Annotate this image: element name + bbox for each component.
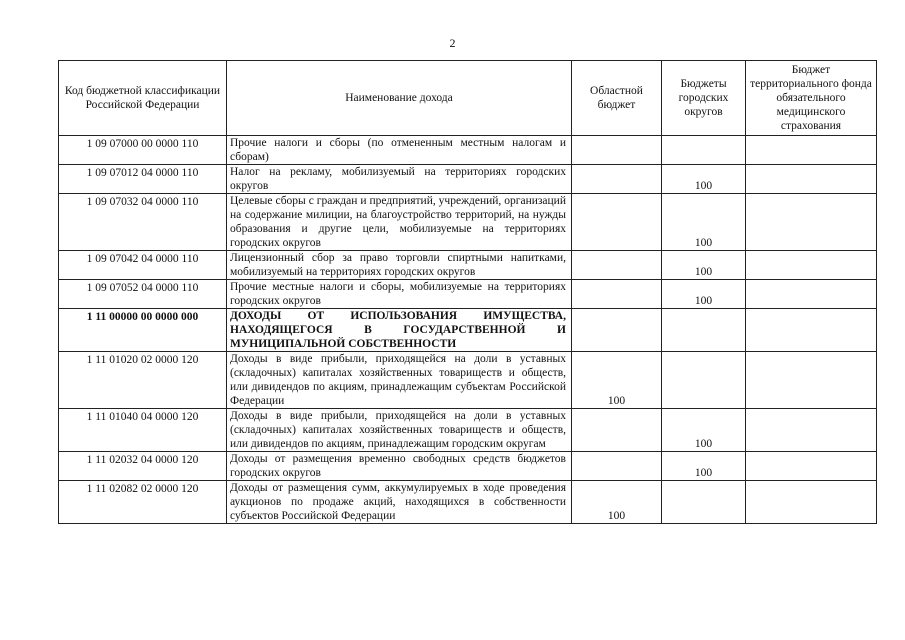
header-row bbox=[59, 61, 877, 136]
row-code: 1 09 07042 04 0000 110 bbox=[59, 251, 227, 280]
page-number: 2 bbox=[449, 36, 456, 50]
row-code: 1 11 02082 02 0000 120 bbox=[59, 481, 227, 524]
header-city-budgets: Бюджеты городских округов bbox=[662, 61, 746, 136]
row-regional-value: 100 bbox=[572, 481, 662, 524]
table-row bbox=[59, 352, 877, 409]
row-name: Налог на рекламу, мобилизуемый на территориях городских округов bbox=[227, 165, 572, 194]
row-fund-value bbox=[746, 409, 877, 452]
row-city-value: 100 bbox=[662, 165, 746, 194]
row-fund-value bbox=[746, 165, 877, 194]
row-fund-value bbox=[746, 194, 877, 251]
row-code: 1 09 07052 04 0000 110 bbox=[59, 280, 227, 309]
table-row bbox=[59, 409, 877, 452]
row-city-value bbox=[662, 136, 746, 165]
table-row bbox=[59, 194, 877, 251]
row-fund-value bbox=[746, 280, 877, 309]
table-row bbox=[59, 136, 877, 165]
row-name: Доходы в виде прибыли, приходящейся на доли в уставных (складочных) капиталах хозяйственных товариществ и обществ, или дивидендов по акциям, принадлежащим городским округам bbox=[227, 409, 572, 452]
row-city-value: 100 bbox=[662, 409, 746, 452]
table-row bbox=[59, 280, 877, 309]
row-code: 1 11 02032 04 0000 120 bbox=[59, 452, 227, 481]
row-name: Доходы в виде прибыли, приходящейся на доли в уставных (складочных) капиталах хозяйственных товариществ и обществ, или дивидендов по акциям, принадлежащим субъектам Российской Федерации bbox=[227, 352, 572, 409]
revenue-table bbox=[58, 60, 877, 524]
row-name: Лицензионный сбор за право торговли спиртными напитками, мобилизуемый на территориях городских округов bbox=[227, 251, 572, 280]
row-regional-value bbox=[572, 280, 662, 309]
row-code: 1 09 07012 04 0000 110 bbox=[59, 165, 227, 194]
table-body bbox=[59, 136, 877, 524]
row-code: 1 11 00000 00 0000 000 bbox=[59, 309, 227, 352]
header-regional-budget: Областной бюджет bbox=[572, 61, 662, 136]
row-regional-value bbox=[572, 409, 662, 452]
row-name: Прочие местные налоги и сборы, мобилизуемые на территориях городских округов bbox=[227, 280, 572, 309]
row-fund-value bbox=[746, 309, 877, 352]
row-name: ДОХОДЫ ОТ ИСПОЛЬЗОВАНИЯ ИМУЩЕСТВА, НАХОДЯЩЕГОСЯ В ГОСУДАРСТВЕННОЙ И МУНИЦИПАЛЬНОЙ СОБСТВЕННОСТИ bbox=[227, 309, 572, 352]
row-regional-value bbox=[572, 251, 662, 280]
row-code: 1 11 01040 04 0000 120 bbox=[59, 409, 227, 452]
row-city-value: 100 bbox=[662, 452, 746, 481]
row-city-value: 100 bbox=[662, 280, 746, 309]
header-code: Код бюджетной классификации Российской Федерации bbox=[59, 61, 227, 136]
row-regional-value bbox=[572, 136, 662, 165]
row-name: Доходы от размещения временно свободных средств бюджетов городских округов bbox=[227, 452, 572, 481]
row-fund-value bbox=[746, 251, 877, 280]
table-row bbox=[59, 251, 877, 280]
row-city-value: 100 bbox=[662, 194, 746, 251]
row-fund-value bbox=[746, 481, 877, 524]
row-fund-value bbox=[746, 136, 877, 165]
row-name: Доходы от размещения сумм, аккумулируемых в ходе проведения аукционов по продаже акций, находящихся в собственности субъектов Российской Федерации bbox=[227, 481, 572, 524]
row-regional-value bbox=[572, 309, 662, 352]
row-fund-value bbox=[746, 452, 877, 481]
row-regional-value bbox=[572, 452, 662, 481]
table-row bbox=[59, 309, 877, 352]
row-city-value bbox=[662, 309, 746, 352]
row-city-value bbox=[662, 481, 746, 524]
header-name: Наименование дохода bbox=[227, 61, 572, 136]
row-city-value bbox=[662, 352, 746, 409]
table-row bbox=[59, 481, 877, 524]
row-regional-value bbox=[572, 194, 662, 251]
header-medical-fund: Бюджет территориального фонда обязательного медицинского страхования bbox=[746, 61, 877, 136]
table-row bbox=[59, 452, 877, 481]
row-name: Целевые сборы с граждан и предприятий, учреждений, организаций на содержание милиции, на благоустройство территорий, на нужды образования и другие цели, мобилизуемые на территориях городских округов bbox=[227, 194, 572, 251]
row-city-value: 100 bbox=[662, 251, 746, 280]
table-row bbox=[59, 165, 877, 194]
row-fund-value bbox=[746, 352, 877, 409]
row-code: 1 11 01020 02 0000 120 bbox=[59, 352, 227, 409]
row-name: Прочие налоги и сборы (по отмененным местным налогам и сборам) bbox=[227, 136, 572, 165]
row-code: 1 09 07000 00 0000 110 bbox=[59, 136, 227, 165]
row-regional-value: 100 bbox=[572, 352, 662, 409]
row-regional-value bbox=[572, 165, 662, 194]
row-code: 1 09 07032 04 0000 110 bbox=[59, 194, 227, 251]
